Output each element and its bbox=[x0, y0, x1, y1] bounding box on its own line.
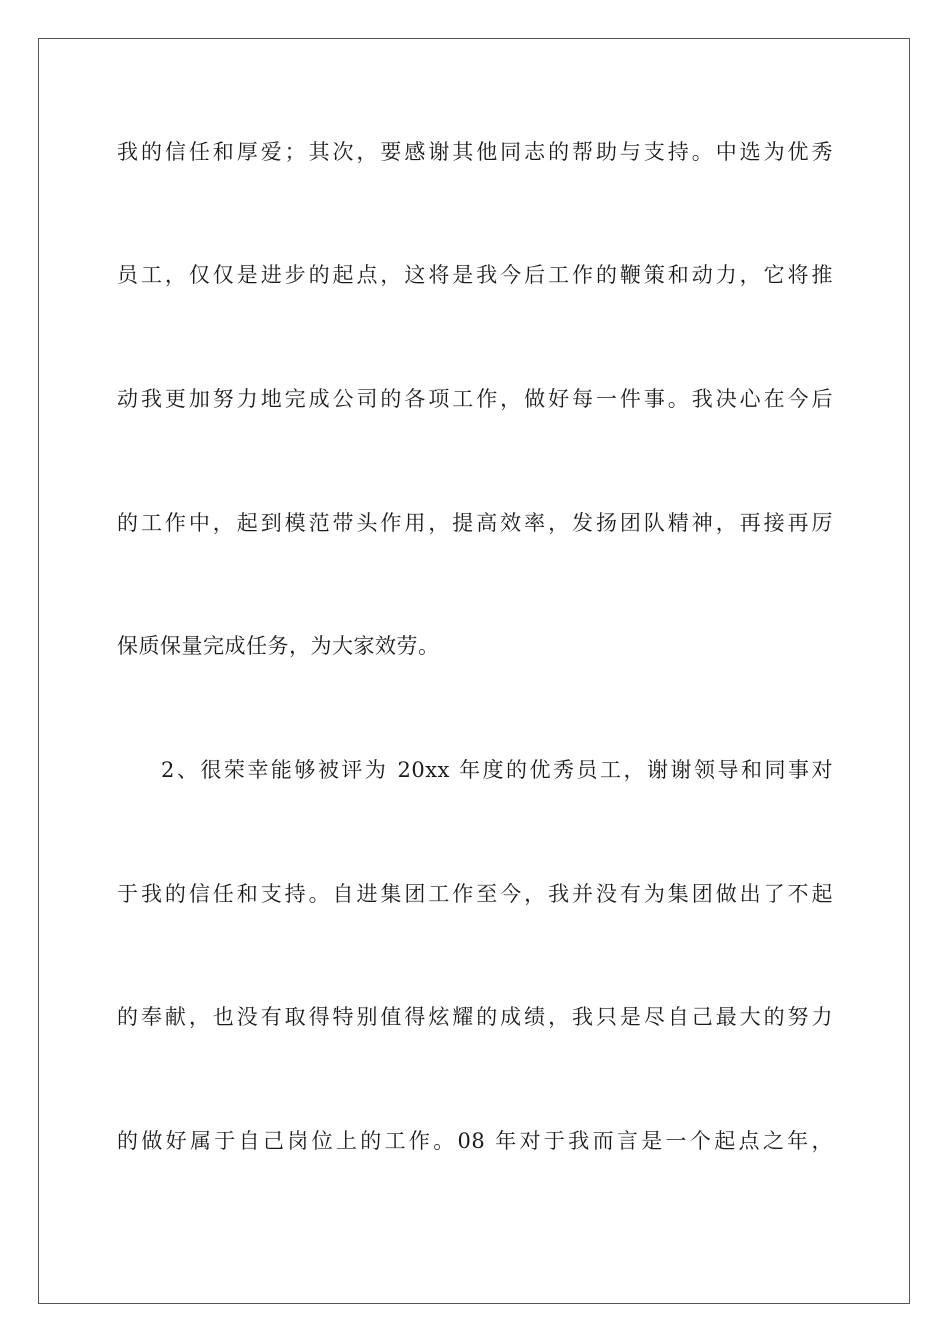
text-line-3: 动我更加努力地完成公司的各项工作，做好每一件事。我决心在今后 bbox=[117, 387, 833, 411]
paragraph-2-line-3: 的奉献，也没有取得特别值得炫耀的成绩，我只是尽自己最大的努力 bbox=[117, 1005, 833, 1029]
paragraph-2-line-1: 2、很荣幸能够被评为 20xx 年度的优秀员工，谢谢领导和同事对 bbox=[161, 758, 833, 782]
text-line-4: 的工作中，起到模范带头作用，提高效率，发扬团队精神，再接再厉 bbox=[117, 511, 833, 535]
page-border bbox=[38, 38, 910, 1304]
text-line-5: 保质保量完成任务，为大家效劳。 bbox=[117, 634, 440, 658]
paragraph-2-line-4: 的做好属于自己岗位上的工作。08 年对于我而言是一个起点之年， bbox=[117, 1129, 833, 1153]
paragraph-2-line-2: 于我的信任和支持。自进集团工作至今，我并没有为集团做出了不起 bbox=[117, 882, 833, 906]
text-line-1: 我的信任和厚爱；其次，要感谢其他同志的帮助与支持。中选为优秀 bbox=[117, 140, 833, 164]
text-line-2: 员工，仅仅是进步的起点，这将是我今后工作的鞭策和动力，它将推 bbox=[117, 263, 833, 287]
